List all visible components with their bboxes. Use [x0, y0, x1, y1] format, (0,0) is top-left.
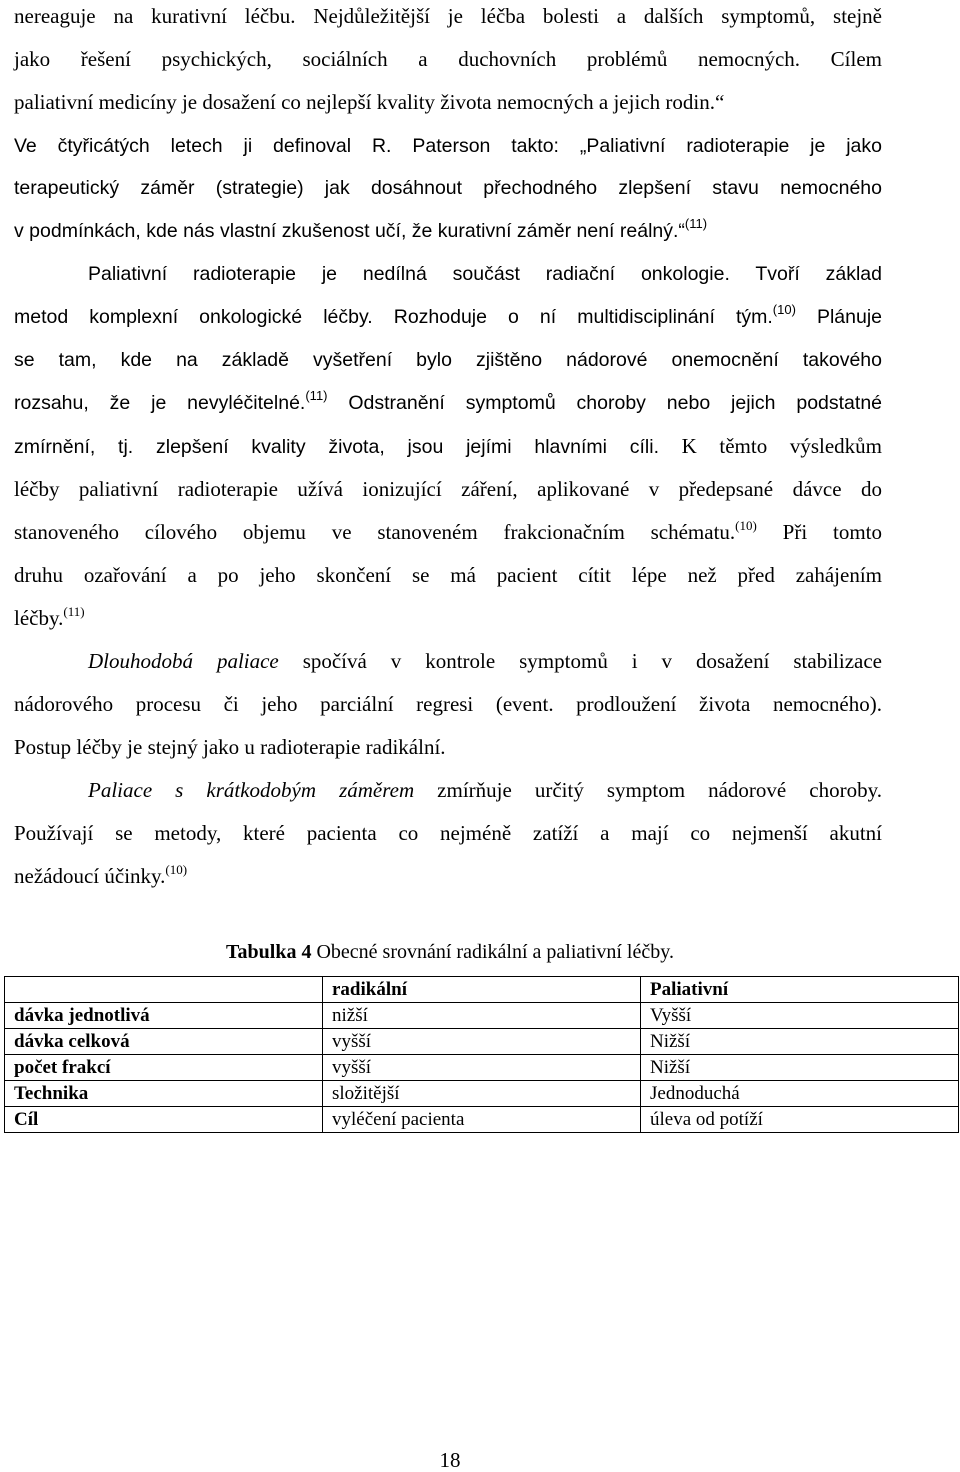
table-header-row — [5, 977, 959, 1003]
text-line — [14, 216, 882, 243]
text-line — [14, 434, 882, 459]
text-span: rozsahu, že je nevyléčitelné. — [14, 392, 306, 414]
text-span: Odstranění symptomů choroby nebo jejich podstatné — [327, 392, 883, 414]
table-cell: složitější — [323, 1081, 641, 1107]
caption-text: Obecné srovnání radikální a paliativní léčby. — [311, 941, 674, 963]
table-cell: vyšší — [323, 1029, 641, 1055]
text-span: zmírnění, tj. zlepšení kvality života, jsou jejími hlavními cíli. — [14, 436, 659, 458]
caption-label: Tabulka 4 — [226, 941, 312, 963]
text-line — [14, 133, 882, 158]
text-line: léčby paliativní radioterapie užívá ionizující záření, aplikované v předepsané dávce do — [14, 477, 882, 501]
table-cell: Vyšší — [641, 1003, 959, 1029]
table-row — [5, 1029, 959, 1055]
emphasis: Dlouhodobá paliace — [88, 649, 279, 673]
text-line — [14, 606, 882, 630]
text-line — [14, 864, 882, 888]
table-cell: vyšší — [323, 1055, 641, 1081]
text-line — [14, 520, 882, 544]
text-span: léčby. — [14, 606, 64, 630]
text-span: v podmínkách, kde nás vlastní zkušenost učí, že kurativní záměr není reálný.“ — [14, 220, 685, 242]
table-caption — [0, 940, 900, 964]
emphasis: Paliace s krátkodobým záměrem — [88, 778, 415, 802]
text-line: paliativní medicíny je dosažení co nejlepší kvality života nemocných a jejich rodin.“ — [14, 90, 725, 114]
text-line: nádorového procesu či jeho parciální regresi (event. prodloužení života nemocného). — [14, 692, 882, 716]
text-span: K těmto výsledkům — [659, 434, 882, 458]
table-cell: vyléčení pacienta — [323, 1107, 641, 1133]
text-span: stanoveného cílového objemu ve stanoveném frakcionačním schématu. — [14, 520, 736, 544]
text-line — [88, 778, 882, 802]
table-row — [5, 1081, 959, 1107]
row-label: počet frakcí — [5, 1055, 323, 1081]
row-label: Technika — [5, 1081, 323, 1107]
row-label: dávka celková — [5, 1029, 323, 1055]
page-number: 18 — [439, 1448, 461, 1472]
table-cell: úleva od potíží — [641, 1107, 959, 1133]
text-span: Ve čtyřicátých letech ji definoval R. — [14, 135, 392, 157]
table-cell: nižší — [323, 1003, 641, 1029]
citation: (10) — [772, 302, 796, 317]
row-label: dávka jednotlivá — [5, 1003, 323, 1029]
text-line — [14, 302, 883, 329]
row-label: Cíl — [5, 1107, 323, 1133]
text-span: Při tomto — [756, 520, 882, 544]
citation: (11) — [305, 388, 328, 403]
citation: (11) — [63, 604, 85, 619]
table-row — [5, 1003, 959, 1029]
text-line: druhu ozařování a po jeho skončení se má pacient cítit lépe než před zahájením — [14, 563, 882, 587]
text-span: zmírňuje určitý symptom nádorové choroby. — [414, 778, 882, 802]
header-cell — [5, 977, 323, 1003]
text-line: terapeutický záměr (strategie) jak dosáhnout přechodného zlepšení stavu nemocného — [14, 177, 882, 199]
text-line — [88, 649, 882, 673]
table-row — [5, 1107, 959, 1133]
header-cell: Paliativní — [641, 977, 959, 1003]
text-span: Paterson takto: „Paliativní radioterapie je jako — [391, 135, 882, 157]
text-line: jako řešení psychických, sociálních a duchovních problémů nemocných. Cílem — [14, 47, 882, 71]
text-line: nereaguje na kurativní léčbu. Nejdůležitější je léčba bolesti a dalších symptomů, stejně — [14, 4, 882, 28]
table-cell: Nižší — [641, 1029, 959, 1055]
text-line: Paliativní radioterapie je nedílná součást radiační onkologie. Tvoří základ — [88, 263, 882, 285]
citation: (11) — [684, 216, 708, 231]
citation: (10) — [735, 518, 757, 533]
table-cell: Nižší — [641, 1055, 959, 1081]
text-span: spočívá v kontrole symptomů i v dosažení stabilizace — [278, 649, 882, 673]
text-line: Používají se metody, které pacienta co nejméně zatíží a mají co nejmenší akutní — [14, 821, 882, 845]
text-line: se tam, kde na základě vyšetření bylo zjištěno nádorové onemocnění takového — [14, 349, 882, 371]
header-cell: radikální — [323, 977, 641, 1003]
text-span: Plánuje — [795, 306, 883, 328]
comparison-table — [4, 976, 959, 1133]
citation: (10) — [165, 862, 188, 877]
table-cell: Jednoduchá — [641, 1081, 959, 1107]
text-span: metod komplexní onkologické léčby. Rozhoduje o ní multidisciplinání tým. — [14, 306, 773, 328]
text-line — [14, 388, 883, 415]
text-span: nežádoucí účinky. — [14, 864, 166, 888]
table-row — [5, 1055, 959, 1081]
text-line: Postup léčby je stejný jako u radioterapie radikální. — [14, 735, 446, 759]
